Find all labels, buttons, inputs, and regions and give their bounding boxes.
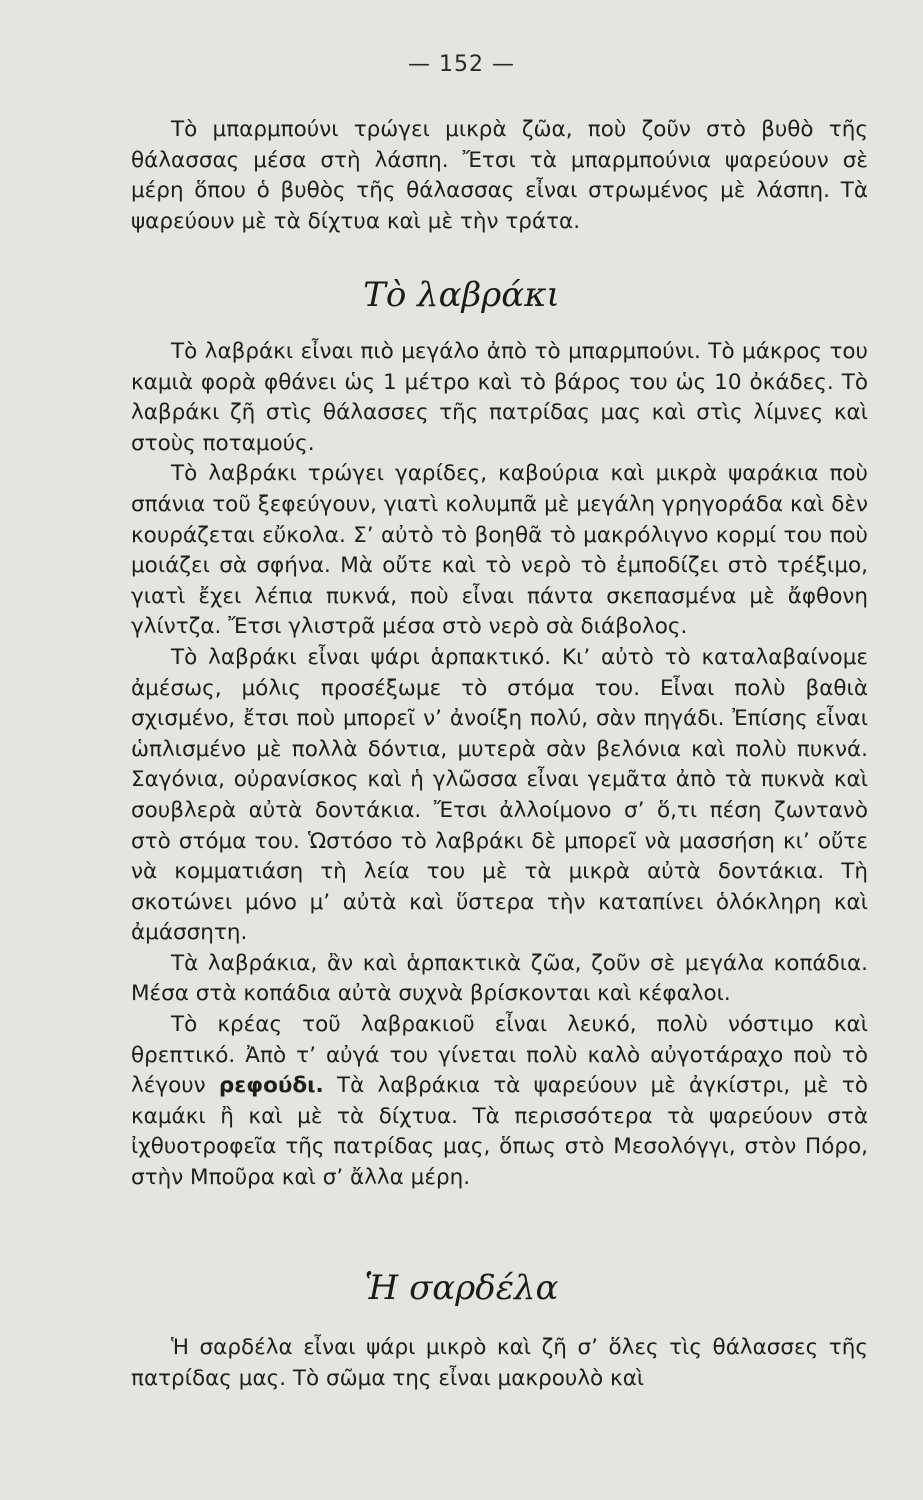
intro-section (131, 115, 868, 237)
paragraph: Τὸ λαβράκι εἶναι ψάρι ἁρπακτικό. Κι’ αὐτὸ τὸ καταλαβαίνομε ἀμέσως, μόλις προσέξωμε τὸ στόμα του. Εἶναι πολὺ βαθιὰ σχισμένο, ἔτσι ποὺ μπορεῖ ν’ ἀνοίξη πολύ, σὰν πηγάδι. Ἐπίσης εἶναι ὡπλισμένο μὲ πολλὰ δόντια, μυτερὰ σὰν βελόνια καὶ πολὺ πυκνά. Σαγόνια, οὐρανίσκος καὶ ἡ γλῶσσα εἶναι γεμᾶτα ἀπὸ τὰ πυκνὰ καὶ σουβλερὰ αὐτὰ δοντάκια. Ἔτσι ἀλλοίμονο σ’ ὅ,τι πέση ζωντανὸ στὸ στόμα του. Ὡστόσο τὸ λαβράκι δὲ μπορεῖ νὰ μασσήση κι’ οὔτε νὰ κομματιάση τὴ λεία του μὲ τὰ μικρὰ αὐτὰ δοντάκια. Τὴ σκοτώνει μόνο μ’ αὐτὰ καὶ ὕστερα τὴν καταπίνει ὁλόκληρη καὶ ἀμάσσητη. (131, 644, 868, 946)
section-title-lavraki: Τὸ λαβράκι (363, 275, 560, 315)
lavraki-section (131, 337, 868, 1194)
paragraph: Τὸ λαβράκι εἶναι πιὸ μεγάλο ἀπὸ τὸ μπαρμπούνι. Τὸ μάκρος του καμιὰ φορὰ φθάνει ὡς 1 μέτρο καὶ τὸ βάρος του ὡς 10 ὀκάδες. Τὸ λαβράκι ζῆ στὶς θάλασσες τῆς πατρίδας μας καὶ στὶς λίμνες καὶ στοὺς ποταμούς. (131, 339, 868, 456)
paragraph: Τὸ λαβράκι τρώγει γαρίδες, καβούρια καὶ μικρὰ ψαράκια ποὺ σπάνια τοῦ ξεφεύγουν, γιατὶ κολυμπᾶ μὲ μεγάλη γρηγοράδα καὶ δὲν κουράζεται εὔκολα. Σ’ αὐτὸ τὸ βοηθᾶ τὸ μακρόλιγνο κορμί του ποὺ μοιάζει σὰ σφήνα. Μὰ οὔτε καὶ τὸ νερὸ τὸ ἐμποδίζει στὸ τρέξιμο, γιατὶ ἔχει λέπια πυκνά, ποὺ εἶναι πάντα σκεπασμένα μὲ ἄφθονη γλίντζα. Ἔτσι γλιστρᾶ μέσα στὸ νερὸ σὰ διάβολος. (131, 461, 868, 640)
paragraph: Τὰ λαβράκια, ἂν καὶ ἁρπακτικὰ ζῶα, ζοῦν σὲ μεγάλα κοπάδια. Μέσα στὰ κοπάδια αὐτὰ συχνὰ βρίσκονται καὶ κέφαλοι. (131, 950, 868, 1007)
page-number: — 152 — (408, 52, 515, 77)
paragraph-text-before: Τὸ κρέας τοῦ λαβρακιοῦ εἶναι λευκό, πολὺ νόστιμο καὶ θρεπτικό. Ἀπὸ τ’ αὐγά του γίνεται πολὺ καλὸ αὐγοτάραχο ποὺ τὸ λέγουν (131, 1012, 868, 1099)
paragraph-text-after: Τὰ λαβράκια τὰ ψαρεύουν μὲ ἀγκίστρι, μὲ τὸ καμάκι ἢ καὶ μὲ τὰ δίχτυα. Τὰ περισσότερα τὰ ψαρεύουν στὰ ἰχθυοτροφεῖα τῆς πατρίδας μας, ὅπως στὸ Μεσολόγγι, στὸν Πόρο, στὴν Μποῦρα καὶ σ’ ἄλλα μέρη. (131, 1073, 869, 1191)
paragraph (131, 1010, 868, 1194)
intro-paragraph: Τὸ μπαρμπούνι τρώγει μικρὰ ζῶα, ποὺ ζοῦν στὸ βυθὸ τῆς θάλασσας μέσα στὴ λάσπη. Ἔτσι τὰ μπαρμπούνια ψαρεύουν σὲ μέρη ὅπου ὁ βυθὸς τῆς θάλασσας εἶναι στρωμένος μὲ λάσπη. Τὰ ψαρεύουν μὲ τὰ δίχτυα καὶ μὲ τὴν τράτα. (131, 117, 868, 234)
bold-term: ρεφούδι. (218, 1073, 324, 1099)
sardela-section (131, 1333, 868, 1394)
paragraph: Ἡ σαρδέλα εἶναι ψάρι μικρὸ καὶ ζῆ σ’ ὅλες τὶς θάλασσες τῆς πατρίδας μας. Τὸ σῶμα της εἶναι μακρουλὸ καὶ (131, 1335, 868, 1391)
section-title-sardela: Ἡ σαρδέλα (364, 1268, 559, 1308)
